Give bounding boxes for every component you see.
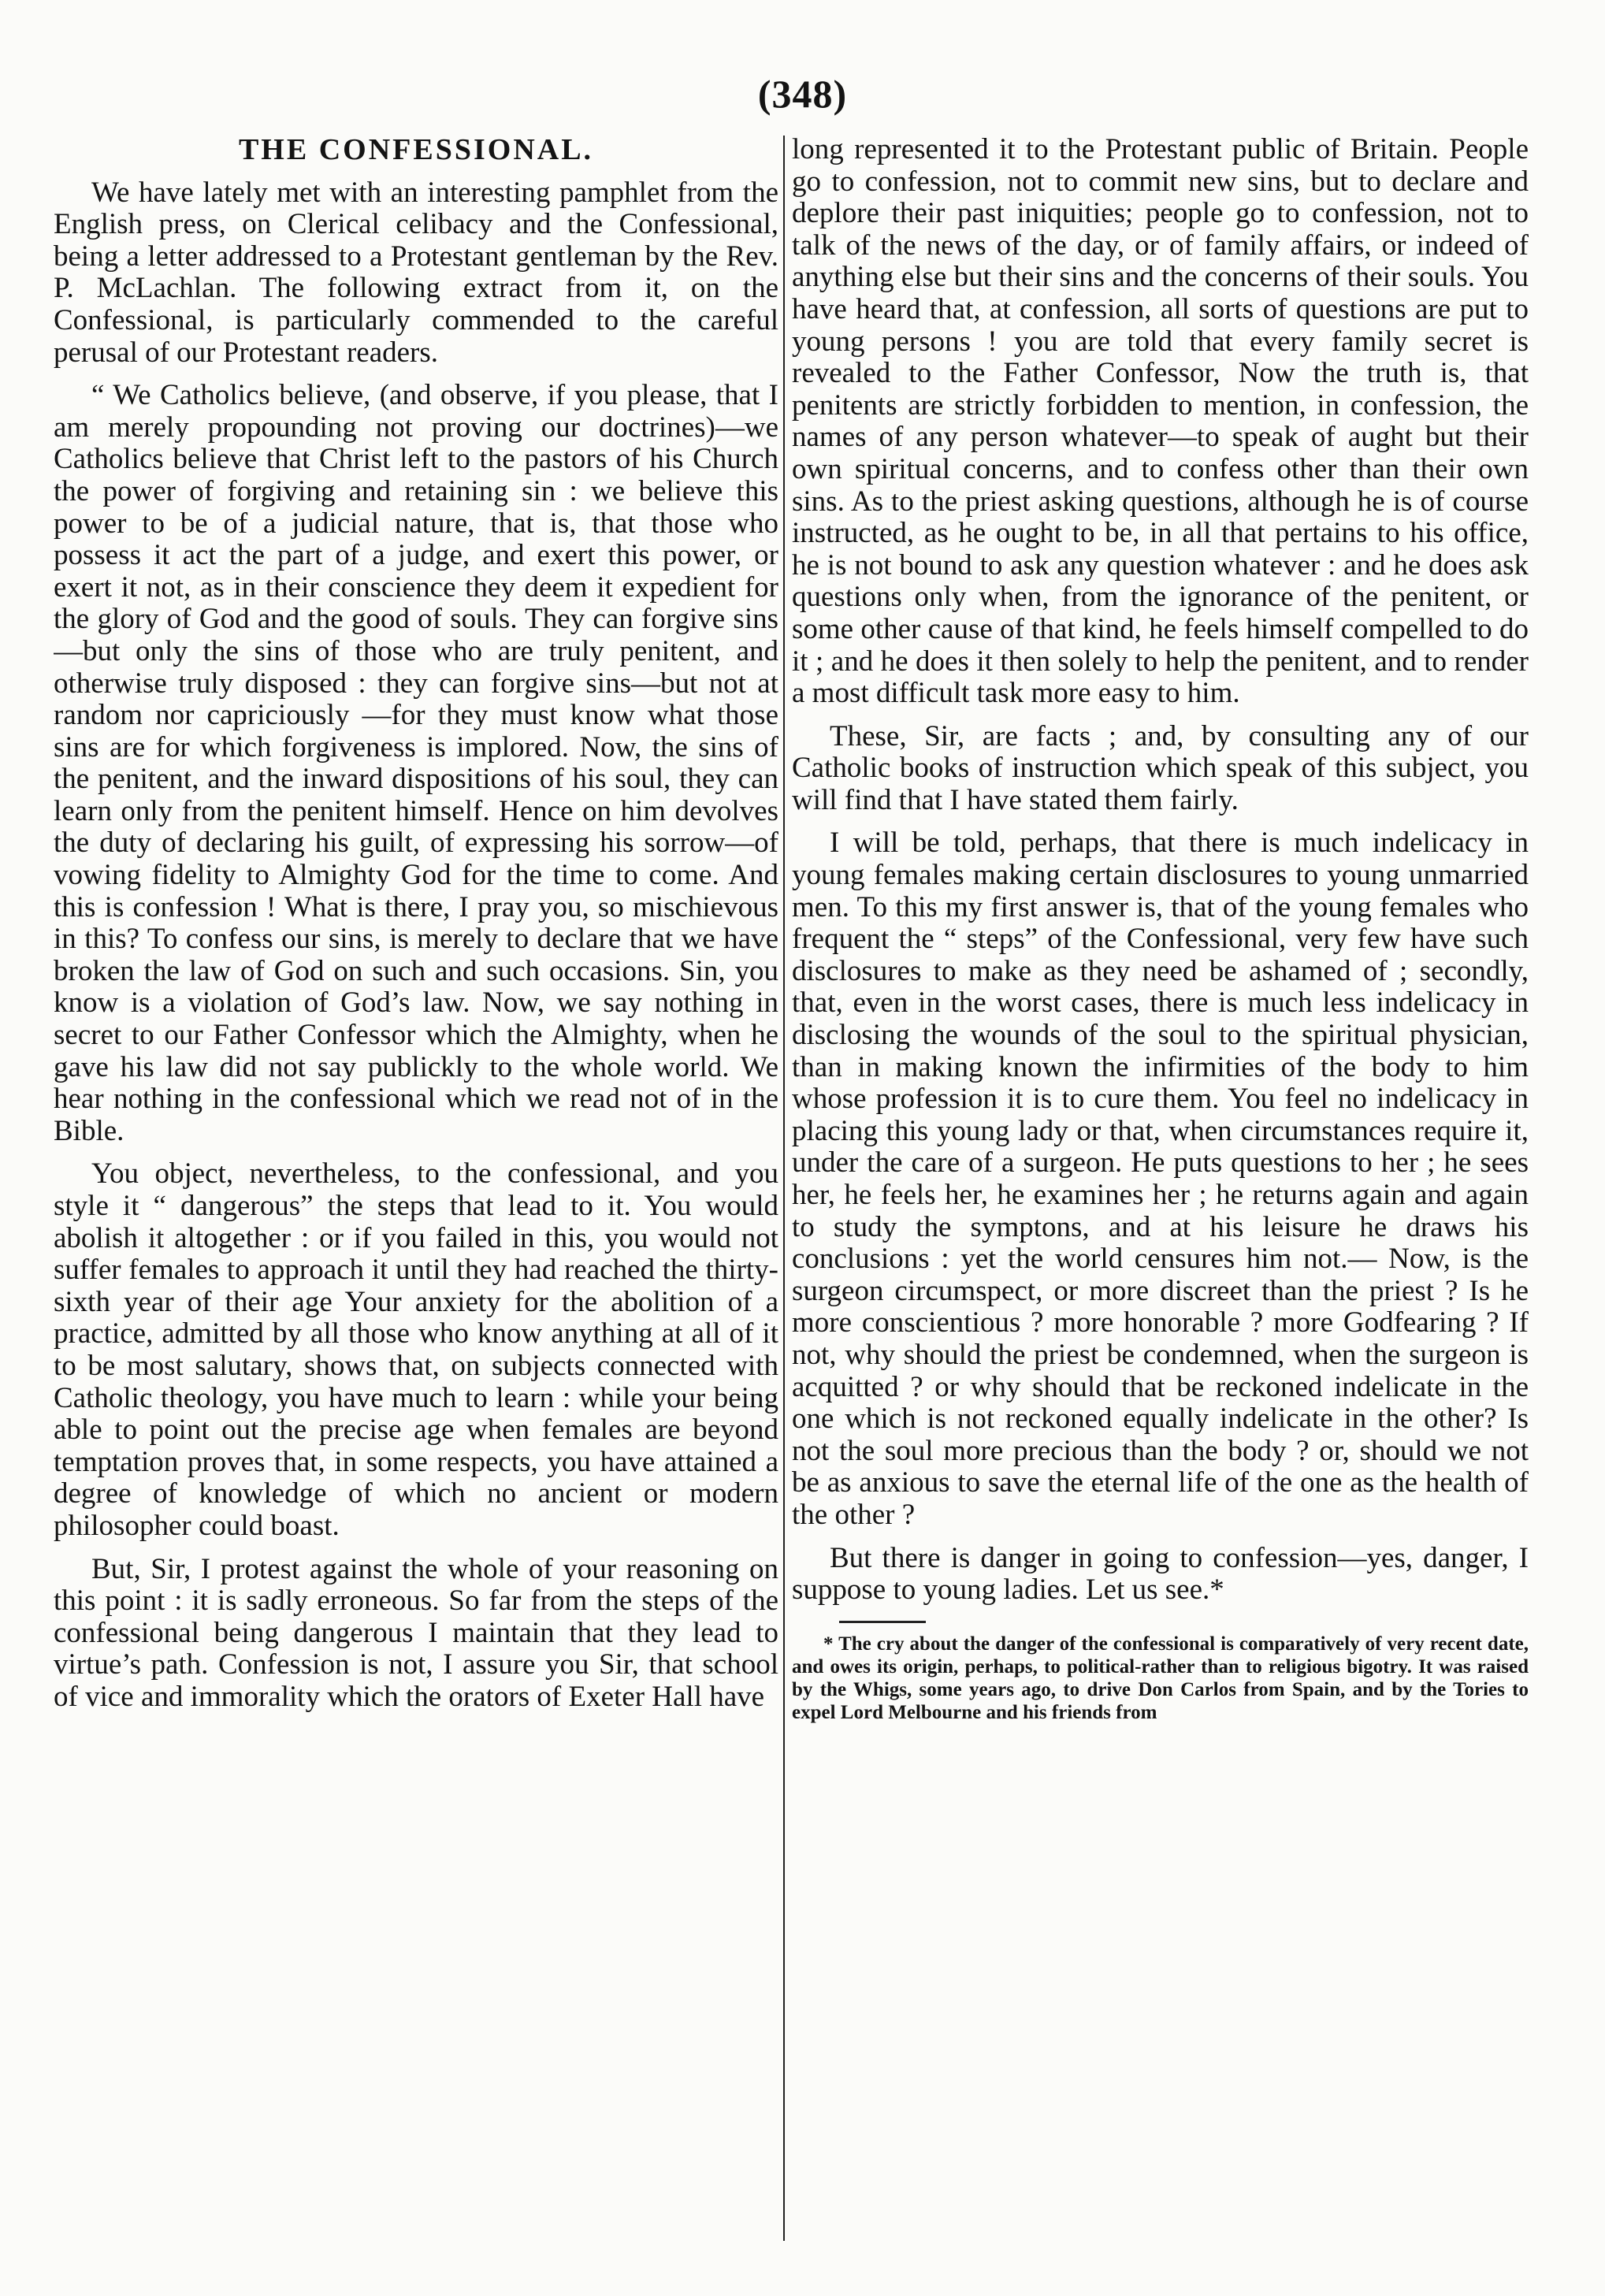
article-paragraph: But there is danger in going to confession—yes, danger, I suppose to young ladies. Let us see.* bbox=[792, 1541, 1529, 1607]
footnote: * The cry about the danger of the confessional is comparatively of very recent date, and owes its origin, perhaps, to political-rather than to religious bigotry. It was raised by the Whigs, some years ago, to drive Don Carlos from Spain, and by the Tories to expel Lord Melbourne and his friends from bbox=[792, 1633, 1529, 1723]
article-title: THE CONFESSIONAL. bbox=[238, 134, 594, 166]
article-paragraph: These, Sir, are facts ; and, by consulting any of our Catholic books of instruction which speak of this subject, you will find that I have stated them fairly. bbox=[792, 719, 1529, 816]
article-paragraph: I will be told, perhaps, that there is much indelicacy in young females making certain disclosures to young unmarried men. To this my first answer is, that of the young females who frequent the “ steps” of the Confessional, very few have such disclosures to make as they need be ashamed of ; secondly, that, even in the worst cases, there is much less indelicacy in disclosing the wounds of the soul to the spiritual physician, than in making known the infirmities of the body to him whose profession it is to cure them. You feel no indelicacy in placing this young lady or that, when circumstances require it, under the care of a surgeon. He puts questions to her ; he sees her, he feels her, he examines her ; he returns again and again to study the symptons, and at his leisure he draws his conclusions : yet the world censures him not.— Now, is the surgeon circumspect, or more discreet than the priest ? Is he more conscientious ? more honorable ? more Godfearing ? If not, why should the priest be condemned, when the surgeon is acquitted ? or why should that be reckoned indelicate in the one which is not reckoned equally indelicate in the other? Is not the soul more precious than the body ? or, should we not be as anxious to save the eternal life of the one as the health of the other ? bbox=[792, 827, 1529, 1531]
footnote-divider bbox=[839, 1621, 926, 1623]
left-column bbox=[54, 134, 778, 2241]
article-paragraph: We have lately met with an interesting pamphlet from the English press, on Clerical celibacy and the Confessional, being a letter addressed to a Protestant gentleman by the Rev. P. McLachlan. The following extract from it, on the Confessional, is particularly commended to the careful perusal of our Protestant readers. bbox=[54, 176, 778, 369]
column-divider bbox=[783, 136, 785, 2241]
article-paragraph: But, Sir, I protest against the whole of your reasoning on this point : it is sadly erroneous. So far from the steps of the confessional being dangerous I maintain that they lead to virtue’s path. Confession is not, I assure you Sir, that school of vice and immorality which the orators of Exeter Hall have bbox=[54, 1552, 778, 1713]
article-paragraph: “ We Catholics believe, (and observe, if you please, that I am merely propounding not proving our doctrines)—we Catholics believe that Christ left to the pastors of his Church the power of forgiving and retaining sin : we believe this power to be of a judicial nature, that is, that those who possess it act the part of a judge, and exert this power, or exert it not, as in their conscience they deem it expedient for the glory of God and the good of souls. They can forgive sins—but only the sins of those who are truly penitent, and otherwise truly disposed : they can forgive sins—but not at random nor capriciously —for they must know what those sins are for which forgiveness is implored. Now, the sins of the penitent, and the inward dispositions of his soul, they can learn only from the penitent himself. Hence on him devolves the duty of declaring his guilt, of expressing his sorrow—of vowing fidelity to Almighty God for the time to come. And this is confession ! What is there, I pray you, so mischievous in this? To confess our sins, is merely to declare that we have broken the law of God on such and such occasions. Sin, you know is a violation of God’s law. Now, we say nothing in secret to our Father Confessor which the Almighty, when he gave his law did not say publickly to the whole world. We hear nothing in the confessional which we read not of in the Bible. bbox=[54, 379, 778, 1147]
page-number: (348) bbox=[757, 72, 848, 116]
article-paragraph: You object, nevertheless, to the confessional, and you style it “ dangerous” the steps that lead to it. You would abolish it altogether : or if you failed in this, you would not suffer females to approach it until they had reached the thirty-sixth year of their age Your anxiety for the abolition of a practice, admitted by all those who know anything at all of it to be most salutary, shows that, on subjects connected with Catholic theology, you have much to learn : while your being able to point out the precise age when females are beyond temptation proves that, in some respects, you have attained a degree of knowledge of which no ancient or modern philosopher could boast. bbox=[54, 1157, 778, 1542]
right-column bbox=[792, 134, 1529, 2241]
article-paragraph: long represented it to the Protestant public of Britain. People go to confession, not to commit new sins, but to declare and deplore their past iniquities; people go to confession, not to talk of the news of the day, or of family affairs, or indeed of anything else but their sins and the concerns of their souls. You have heard that, at confession, all sorts of questions are put to young persons ! you are told that every family secret is revealed to the Father Confessor, Now the truth is, that penitents are strictly forbidden to mention, in confession, the names of any person whatever—to speak of aught but their own spiritual concerns, and to confess other than their own sins. As to the priest asking questions, although he is of course instructed, as he ought to be, in all that pertains to his office, he is not bound to ask any question whatever : and he does ask questions only when, from the ignorance of the penitent, or some other cause of that kind, he feels himself compelled to do it ; and he does it then solely to help the penitent, and to render a most difficult task more easy to him. bbox=[792, 134, 1529, 710]
